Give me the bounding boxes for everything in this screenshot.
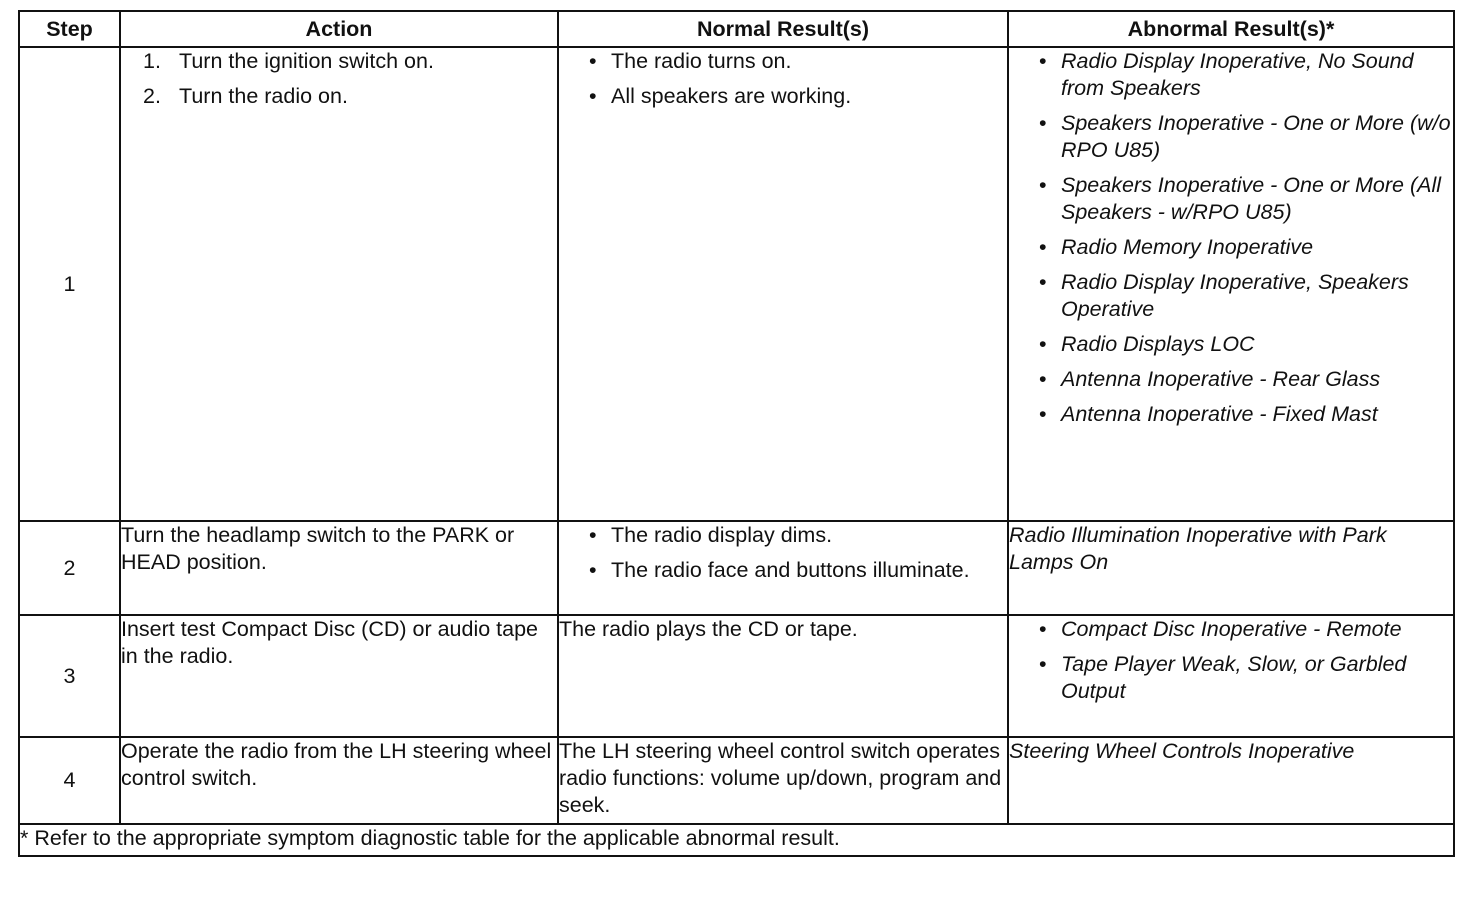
action-cell <box>120 47 558 521</box>
table-row <box>19 737 1454 824</box>
list-item: • Speakers Inoperative - One or More (All Speakers - w/RPO U85) <box>1039 173 1441 224</box>
list-item: 1. Turn the ignition switch on. <box>143 49 434 73</box>
action-cell <box>120 521 558 615</box>
abnormal-result-text: Radio Illumination Inoperative with Park Lamps On <box>1009 523 1387 574</box>
list-item: • Speakers Inoperative - One or More (w/o RPO U85) <box>1039 111 1451 162</box>
abnormal-result-text: Radio Display Inoperative, Speakers Operative <box>1061 270 1409 321</box>
footnote-row <box>19 824 1454 856</box>
action-text: Operate the radio from the LH steering wheel control switch. <box>121 739 552 790</box>
list-item: • All speakers are working. <box>589 84 852 108</box>
normal-result-cell <box>558 737 1008 824</box>
action-cell <box>120 615 558 737</box>
abnormal-result-cell <box>1008 47 1454 521</box>
abnormal-result-text: Antenna Inoperative - Rear Glass <box>1061 367 1381 391</box>
abnormal-result-text: Radio Display Inoperative, No Sound from Speakers <box>1061 49 1414 100</box>
step-number: 2 <box>19 521 120 615</box>
header-normal-results: Normal Result(s) <box>558 11 1008 47</box>
normal-result-text: The radio display dims. <box>611 523 833 547</box>
normal-result-list <box>559 48 1007 110</box>
action-text: Insert test Compact Disc (CD) or audio tape in the radio. <box>121 617 539 668</box>
action-text: Turn the ignition switch on. <box>179 49 434 73</box>
abnormal-result-text: Speakers Inoperative - One or More (All Speakers - w/RPO U85) <box>1061 173 1441 224</box>
abnormal-result-cell <box>1008 737 1454 824</box>
list-item: • Compact Disc Inoperative - Remote <box>1039 617 1402 641</box>
list-item: • Radio Displays LOC <box>1039 332 1255 356</box>
normal-result-text: The radio plays the CD or tape. <box>559 617 858 641</box>
list-item: • Radio Display Inoperative, No Sound from Speakers <box>1039 49 1414 100</box>
abnormal-result-list <box>1009 48 1453 428</box>
list-item: • Radio Display Inoperative, Speakers Operative <box>1039 270 1409 321</box>
action-text: Turn the radio on. <box>179 84 348 108</box>
list-item: • Antenna Inoperative - Fixed Mast <box>1039 402 1378 426</box>
step-number: 1 <box>19 47 120 521</box>
list-item: 2. Turn the radio on. <box>143 84 348 108</box>
abnormal-result-cell <box>1008 615 1454 737</box>
header-abnormal-results: Abnormal Result(s)* <box>1008 11 1454 47</box>
list-item: • Tape Player Weak, Slow, or Garbled Output <box>1039 652 1407 703</box>
action-text: Turn the headlamp switch to the PARK or HEAD position. <box>121 523 515 574</box>
table-row <box>19 615 1454 737</box>
step-number: 4 <box>19 737 120 824</box>
action-list <box>121 48 557 110</box>
normal-result-text: All speakers are working. <box>611 84 852 108</box>
header-step: Step <box>19 11 120 47</box>
normal-result-list <box>559 522 1007 584</box>
normal-result-text: The LH steering wheel control switch operates radio functions: volume up/down, program and seek. <box>559 739 1002 817</box>
table-row <box>19 521 1454 615</box>
list-item: • The radio display dims. <box>589 523 833 547</box>
abnormal-result-list <box>1009 616 1453 705</box>
abnormal-result-text: Antenna Inoperative - Fixed Mast <box>1061 402 1378 426</box>
diagnostic-table <box>18 10 1455 857</box>
list-item: • The radio turns on. <box>589 49 792 73</box>
normal-result-text: The radio face and buttons illuminate. <box>611 558 970 582</box>
footnote: * Refer to the appropriate symptom diagnostic table for the applicable abnormal result. <box>19 824 1454 856</box>
header-action: Action <box>120 11 558 47</box>
list-item: • The radio face and buttons illuminate. <box>589 558 970 582</box>
abnormal-result-text: Compact Disc Inoperative - Remote <box>1061 617 1402 641</box>
table-row <box>19 47 1454 521</box>
abnormal-result-text: Tape Player Weak, Slow, or Garbled Output <box>1061 652 1407 703</box>
abnormal-result-text: Speakers Inoperative - One or More (w/o RPO U85) <box>1061 111 1451 162</box>
normal-result-cell <box>558 615 1008 737</box>
step-number: 3 <box>19 615 120 737</box>
normal-result-cell <box>558 47 1008 521</box>
normal-result-cell <box>558 521 1008 615</box>
abnormal-result-cell <box>1008 521 1454 615</box>
abnormal-result-text: Radio Memory Inoperative <box>1061 235 1314 259</box>
list-item: • Antenna Inoperative - Rear Glass <box>1039 367 1381 391</box>
header-row <box>19 11 1454 47</box>
abnormal-result-text: Radio Displays LOC <box>1061 332 1255 356</box>
list-item: • Radio Memory Inoperative <box>1039 235 1314 259</box>
abnormal-result-text: Steering Wheel Controls Inoperative <box>1009 739 1355 763</box>
action-cell <box>120 737 558 824</box>
normal-result-text: The radio turns on. <box>611 49 792 73</box>
